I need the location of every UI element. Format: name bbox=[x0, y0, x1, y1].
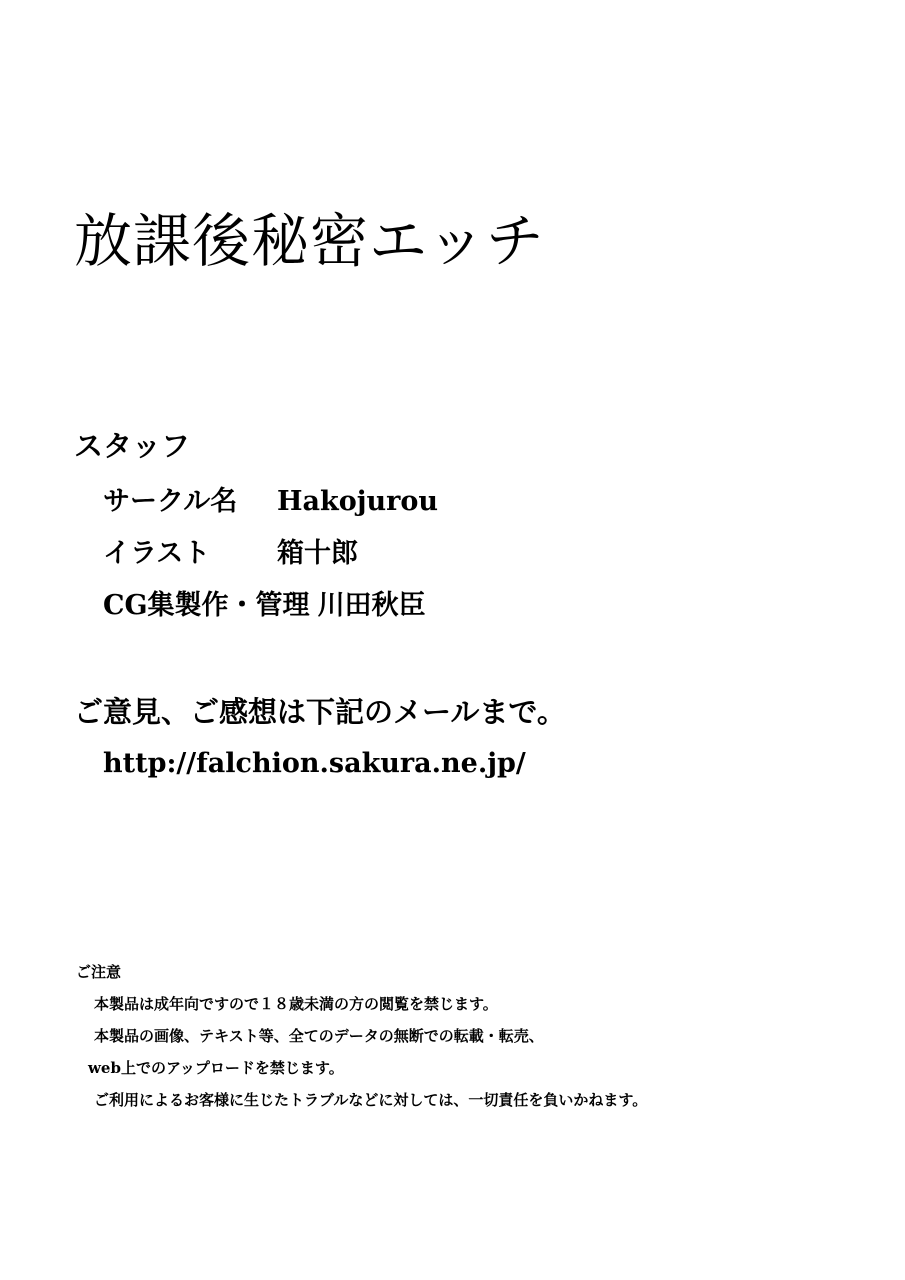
notice-line-liability: ご利用によるお客様に生じたトラブルなどに対しては、一切責任を負いかねます。 bbox=[94, 1091, 648, 1109]
page-title: 放課後秘密エッチ bbox=[74, 207, 545, 275]
circle-name-label: サークル名 bbox=[103, 486, 238, 517]
staff-row-circle bbox=[103, 488, 438, 515]
illustration-value: 箱十郎 bbox=[277, 538, 358, 569]
notice-line-no-upload: web上でのアップロードを禁じます。 bbox=[88, 1059, 344, 1077]
notice-line-age-restriction: 本製品は成年向ですので１８歳未満の方の閲覧を禁じます。 bbox=[94, 995, 498, 1013]
contact-heading: ご意見、ご感想は下記のメールまで。 bbox=[74, 695, 566, 729]
illustration-label: イラスト bbox=[103, 538, 211, 569]
circle-name-value: Hakojurou bbox=[277, 486, 438, 517]
notice-heading: ご注意 bbox=[76, 963, 122, 981]
contact-url-link[interactable]: http://falchion.sakura.ne.jp/ bbox=[103, 748, 526, 779]
staff-row-illustration bbox=[103, 540, 358, 567]
staff-row-cg-production bbox=[103, 592, 426, 619]
staff-heading: スタッフ bbox=[74, 429, 191, 463]
notice-line-no-redistribution: 本製品の画像、テキスト等、全てのデータの無断での転載・転売、 bbox=[94, 1027, 544, 1045]
cg-production-value: 川田秋臣 bbox=[317, 590, 426, 621]
cg-production-label: CG集製作・管理 bbox=[103, 590, 310, 621]
